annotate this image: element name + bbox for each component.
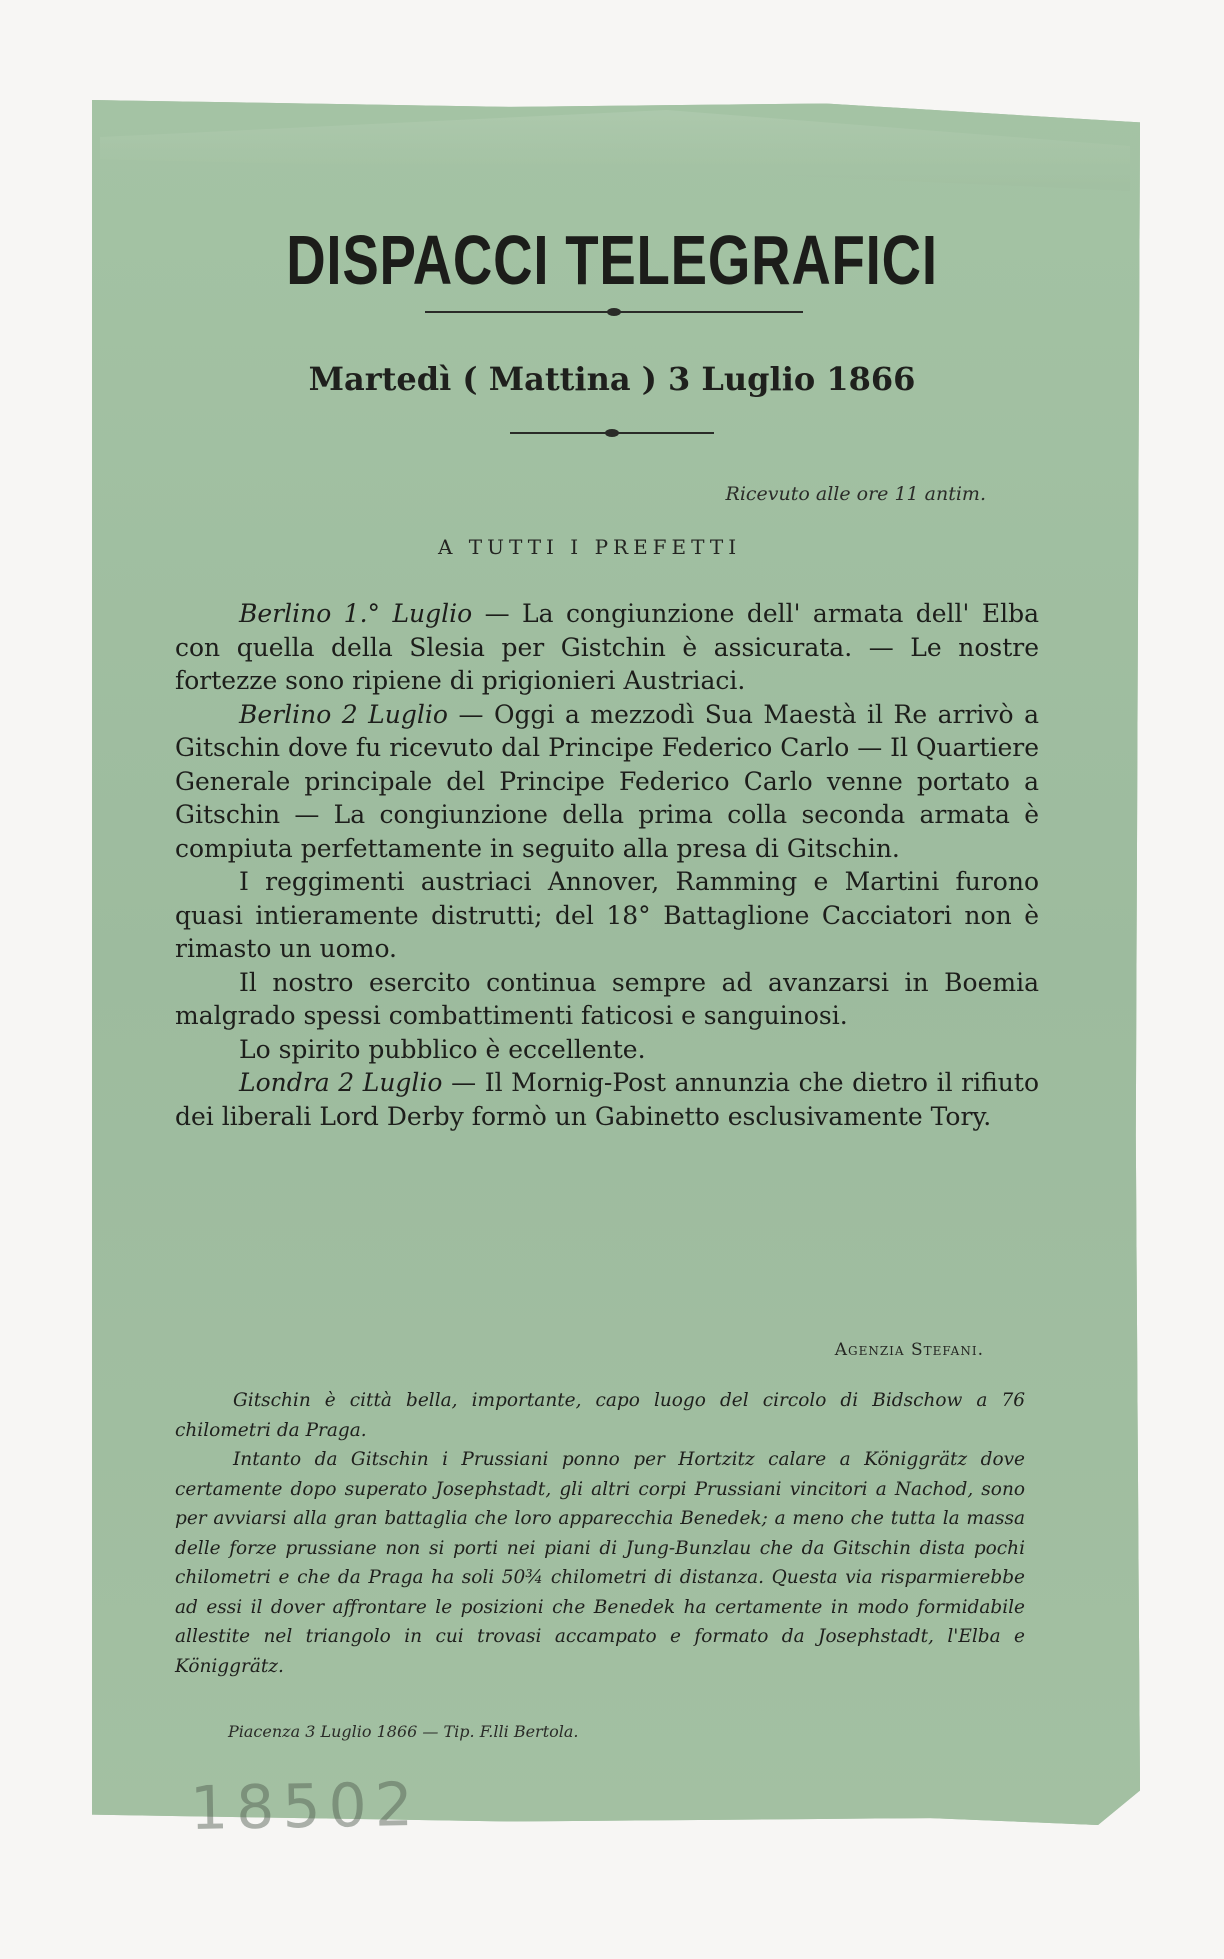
date-divider: [510, 432, 714, 434]
document-title: DISPACCI TELEGRAFICI: [286, 221, 938, 299]
dispatch-dateline: Berlino 1.° Luglio: [239, 599, 473, 628]
dispatch-text: Il nostro esercito continua sempre ad avanzarsi in Boemia malgrado spessi combattimenti faticosi e sanguinosi.: [175, 967, 1039, 1030]
dispatch-text: Lo spirito pubblico è eccellente.: [239, 1034, 646, 1064]
dispatch-paragraph: [175, 865, 1039, 966]
dispatch-paragraph: [175, 966, 1039, 1033]
received-time: Ricevuto alle ore 11 antim.: [725, 483, 986, 505]
dispatch-text: — La congiunzione dell' armata dell' Elba con quella della Slesia per Gistchin è assicurata. — Le nostre fortezze sono ripiene di prigionieri Austriaci.: [175, 599, 1039, 695]
editorial-notes: [175, 1386, 1025, 1681]
dispatch-body: [175, 597, 1039, 1133]
addressee: A TUTTI I PREFETTI: [438, 535, 742, 559]
agency-signature: Agenzia Stefani.: [834, 1340, 984, 1360]
dispatch-paragraph: [175, 1033, 1039, 1067]
note-paragraph: Gitschin è città bella, importante, capo luogo del circolo di Bidschow a 76 chilometri da Praga.: [175, 1390, 1025, 1441]
handwritten-inventory-number: 18502: [189, 1769, 422, 1845]
printer-imprint: Piacenza 3 Luglio 1866 — Tip. F.lli Bertola.: [228, 1722, 579, 1741]
dispatch-paragraph: [175, 1066, 1039, 1133]
dispatch-dateline: Londra 2 Luglio: [239, 1068, 443, 1097]
dispatch-paragraph: [175, 698, 1039, 866]
dispatch-dateline: Berlino 2 Luglio: [239, 699, 448, 729]
date-line: Martedì ( Mattina ) 3 Luglio 1866: [308, 360, 916, 398]
dispatch-text: — Oggi a mezzodì Sua Maestà il Re arrivò a Gitschin dove fu ricevuto dal Principe Federico Carlo — Il Quartiere Generale principale del Principe Federico Carlo venne portato a Gitschin — La congiunzione della prima colla seconda armata è compiuta perfettamente in seguito alla presa di Gitschin.: [175, 699, 1039, 863]
dispatch-text: I reggimenti austriaci Annover, Ramming e Martini furono quasi intieramente distrutti; del 18° Battaglione Cacciatori non è rimasto un uomo.: [175, 867, 1039, 963]
dispatch-paragraph: [175, 597, 1039, 698]
dispatch-text: — Il Mornig-Post annunzia che dietro il rifiuto dei liberali Lord Derby formò un Gabinetto esclusivamente Tory.: [175, 1068, 1039, 1131]
note-paragraph: Intanto da Gitschin i Prussiani ponno per Hortzitz calare a Königgrätz dove certamente dopo superato Josephstadt, gli altri corpi Prussiani vincitori a Nachod, sono per avviarsi alla gran battaglia che loro apparecchia Benedek; a meno che tutta la massa delle forze prussiane non si porti nei piani di Jung-Bunzlau che da Gitschin dista pochi chilometri e che da Praga ha soli 50¾ chilometri di distanza. Questa via risparmierebbe ad essi il dover affrontare le posizioni che Benedek ha certamente in modo formidabile allestite nel triangolo in cui trovasi accampato e formato da Josephstadt, l'Elba e Königgrätz.: [175, 1449, 1025, 1677]
title-divider: [425, 311, 803, 313]
